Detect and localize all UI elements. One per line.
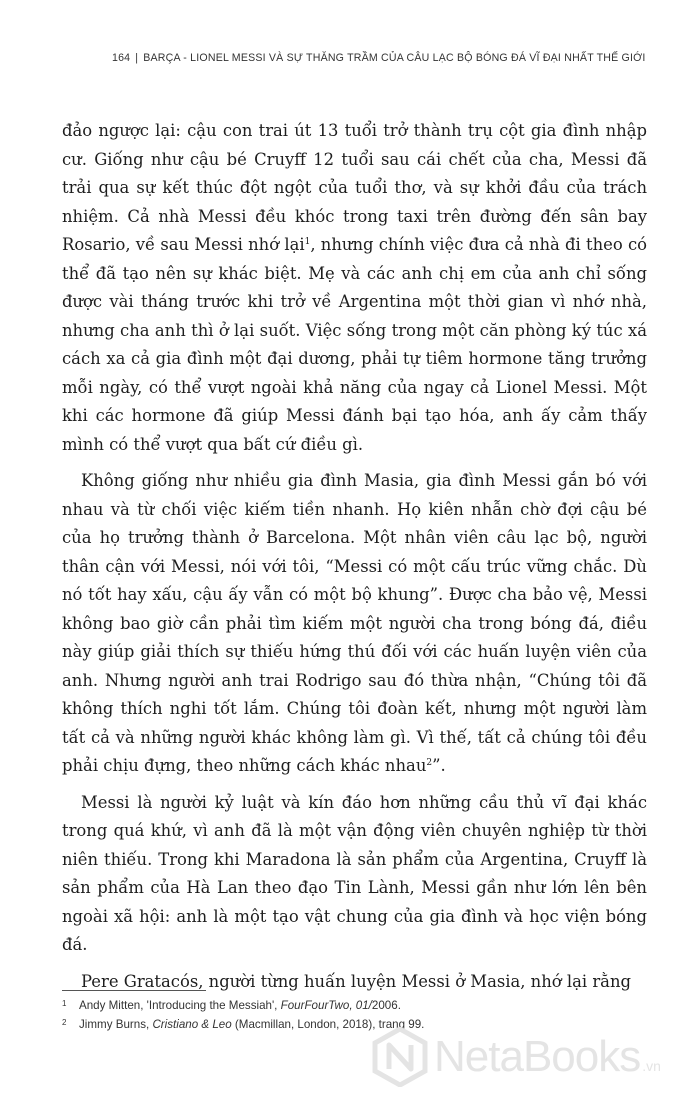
running-title: BARÇA - LIONEL MESSI VÀ SỰ THĂNG TRẦM CỦA CÂU LẠC BỘ BÓNG ĐÁ VĨ ĐẠI NHẤT THẾ GIỚI (143, 52, 646, 64)
footnote-text-end: (Macmillan, London, 2018), trang 99. (231, 1018, 425, 1031)
page-number: 164 (112, 52, 131, 64)
watermark-brand: NetaBooks (434, 1032, 641, 1081)
paragraph-1-part-b: , nhưng chính việc đưa cả nhà đi theo có thể đã tạo nên sự khác biệt. Mẹ và các anh chị em của anh chỉ sống được vài tháng trước khi trở về Argentina một thời gian vì nhớ nhà, nhưng cha anh thì ở lại suốt. Việc sống trong một căn phòng ký túc xá cách xa cả gia đình một đại dương, phải tự tiêm hormone tăng trưởng mỗi ngày, có thể vượt ngoài khả năng của ngay cả Lionel Messi. Một khi các hormone đã giúp Messi đánh bại tạo hóa, anh ấy cảm thấy mình có thể vượt qua bất cứ điều gì. (62, 235, 647, 454)
header-separator: | (135, 52, 139, 64)
body-text (62, 117, 647, 1004)
paragraph-1 (62, 117, 647, 459)
running-header (112, 52, 672, 64)
footnote-divider (62, 990, 206, 991)
footnote-text-plain: Jimmy Burns, (79, 1018, 153, 1031)
paragraph-4: Pere Gratacós, người từng huấn luyện Messi ở Masia, nhớ lại rằng (81, 971, 631, 991)
footnote-text-plain: Andy Mitten, 'Introducing the Messiah', (79, 999, 281, 1012)
paragraph-2-part-a: Không giống như nhiều gia đình Masia, gia đình Messi gắn bó với nhau và từ chối việc kiếm tiền nhanh. Họ kiên nhẫn chờ đợi cậu bé của họ trưởng thành ở Barcelona. Một nhân viên câu lạc bộ, người thân cận với Messi, nói với tôi, “Messi có một cấu trúc vững chắc. Dù nó tốt hay xấu, cậu ấy vẫn có một bộ khung”. Được cha bảo vệ, Messi không bao giờ cần phải tìm kiếm một người cha trong bóng đá, điều này giúp giải thích sự thiếu hứng thú đối với các huấn luyện viên của anh. Nhưng người anh trai Rodrigo sau đó thừa nhận, “Chúng tôi đã không thích nghi tốt lắm. Chúng tôi đoàn kết, nhưng một người làm tất cả và những người khác không làm gì. Vì thế, tất cả chúng tôi đều phải chịu đựng, theo những cách khác nhau (62, 471, 647, 775)
paragraph-2-part-b: ”. (432, 756, 446, 775)
paragraph-3: Messi là người kỷ luật và kín đáo hơn những cầu thủ vĩ đại khác trong quá khứ, vì anh đã là một vận động viên chuyên nghiệp từ thời niên thiếu. Trong khi Maradona là sản phẩm của Argentina, Cruyff là sản phẩm của Hà Lan theo đạo Tin Lành, Messi gần như lớn lên bên ngoài xã hội: anh là một tạo vật chung của gia đình và học viện bóng đá. (62, 792, 647, 954)
netabooks-watermark (372, 1022, 692, 1092)
footnote-1 (62, 999, 647, 1012)
netabooks-logo-icon (372, 1027, 428, 1087)
footnote-text-end: 2006. (371, 999, 401, 1012)
footnote-text (79, 999, 401, 1012)
footnote-ref-1[interactable]: 1 (304, 237, 311, 247)
footnote-text-italic: FourFourTwo, 01/ (280, 999, 372, 1012)
footnote-number: 1 (62, 999, 67, 1008)
watermark-tld: .vn (642, 1058, 661, 1074)
footnote-ref-2[interactable]: 2 (426, 758, 433, 768)
paragraph-2 (62, 467, 647, 781)
footnote-text-italic: Cristiano & Leo (152, 1018, 232, 1031)
footnote-number: 2 (62, 1018, 67, 1027)
paragraph-1-part-a: đảo ngược lại: cậu con trai út 13 tuổi trở thành trụ cột gia đình nhập cư. Giống như cậu bé Cruyff 12 tuổi sau cái chết của cha, Messi đã trải qua sự kết thúc đột ngột của tuổi thơ, và sự khởi đầu của trách nhiệm. Cả nhà Messi đều khóc trong taxi trên đường đến sân bay Rosario, về sau Messi nhớ lại (62, 121, 647, 254)
